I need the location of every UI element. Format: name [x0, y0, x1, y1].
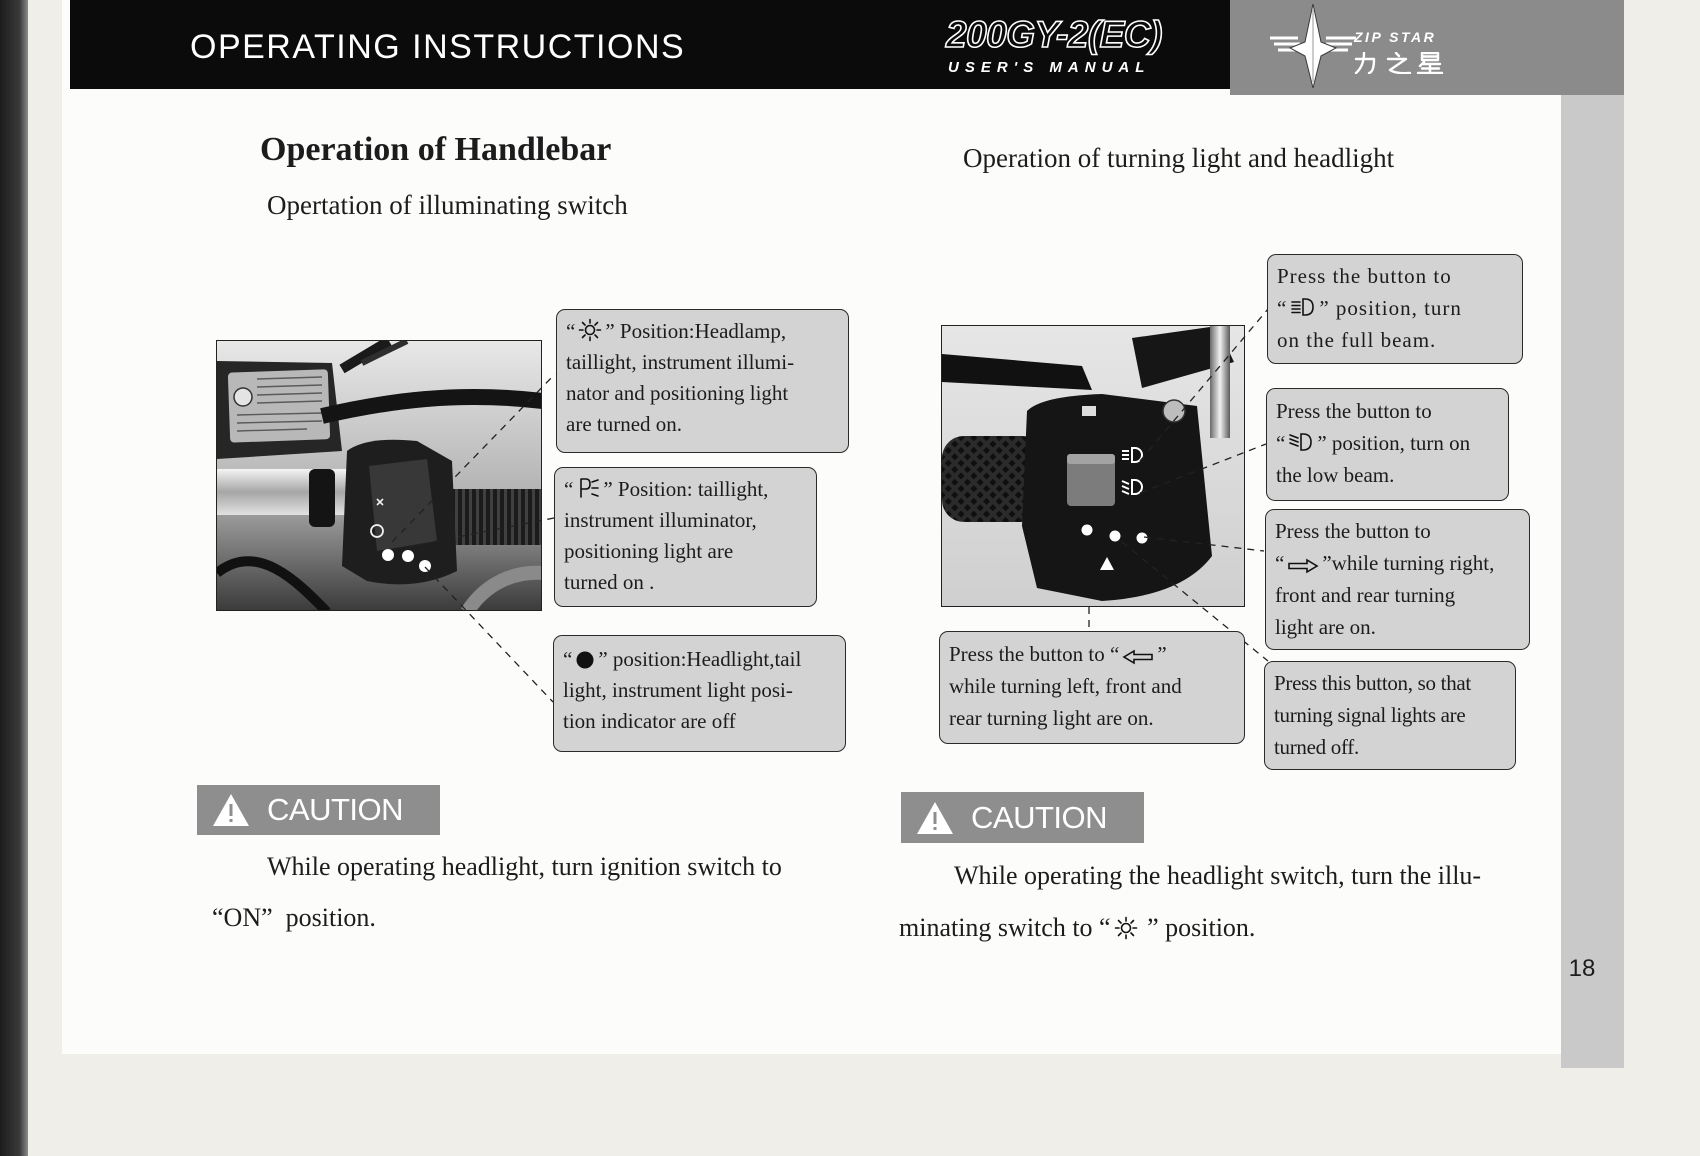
text-line [566, 409, 839, 440]
star-logo-icon [1270, 4, 1356, 88]
text-segment: minating switch to “ [899, 913, 1111, 942]
text-segment: Press the button to [1277, 264, 1452, 288]
text-segment: “ [563, 647, 573, 671]
text-line [564, 474, 807, 505]
text-segment: ” Position:Headlamp, [605, 319, 787, 343]
text-line [566, 316, 839, 347]
text-line [1274, 699, 1506, 731]
text-segment: “ [1275, 551, 1285, 575]
brand-logo-panel [1230, 0, 1624, 95]
text-segment: turned on . [564, 570, 655, 594]
warning-triangle-icon [915, 800, 955, 836]
text-segment: While operating the headlight switch, turn the illu- [954, 861, 1482, 890]
text-line [949, 702, 1235, 734]
callout-off-position [553, 635, 846, 752]
text-segment: ” position:Headlight,tail [598, 647, 802, 671]
text-line [564, 567, 807, 598]
page-side-strip [1561, 92, 1624, 1068]
caution-label: CAUTION [971, 799, 1107, 835]
text-segment: positioning light are [564, 539, 734, 563]
text-line [899, 850, 1481, 902]
callout-taillight-position [554, 467, 817, 607]
headlamp-sun-icon [1114, 916, 1138, 940]
text-segment: the low beam. [1276, 463, 1395, 487]
text-line [563, 706, 836, 737]
left-caution-badge [197, 785, 440, 835]
text-line [1274, 667, 1506, 699]
text-line [212, 841, 782, 892]
left-handlebar-switch-photo [216, 340, 542, 611]
text-line [1277, 324, 1513, 356]
text-segment: ” [1157, 642, 1167, 666]
headlamp-sun-icon [578, 318, 602, 342]
text-line [949, 670, 1235, 702]
text-segment: on the full beam. [1277, 328, 1437, 352]
text-line [563, 644, 836, 675]
text-segment: Press this button, so that [1274, 671, 1471, 695]
text-segment: ” position, turn on [1317, 431, 1471, 455]
right-turn-arrow-icon [1287, 558, 1319, 574]
text-line [566, 347, 839, 378]
text-segment: Press the button to [1276, 399, 1432, 423]
text-line [563, 675, 836, 706]
text-segment: “ [1276, 431, 1286, 455]
section-title: OPERATING INSTRUCTIONS [190, 28, 686, 66]
off-dot-icon [575, 650, 595, 670]
callout-headlamp-position [556, 309, 849, 453]
text-segment: light are on. [1275, 615, 1376, 639]
callout-right-turn [1265, 509, 1530, 650]
model-name: 200GY-2(EC) [946, 14, 1162, 55]
text-segment: rear turning light are on. [949, 706, 1154, 730]
text-line [1275, 579, 1520, 611]
text-segment: instrument illuminator, [564, 508, 757, 532]
callout-full-beam [1267, 254, 1523, 364]
page-number: 18 [1568, 955, 1596, 982]
text-line [564, 536, 807, 567]
brand-latin-logo: ZIP STAR [1354, 29, 1437, 45]
text-segment: tion indicator are off [563, 709, 736, 733]
text-line [1277, 292, 1513, 324]
text-segment: front and rear turning [1275, 583, 1456, 607]
text-line [949, 638, 1235, 670]
text-line [1277, 260, 1513, 292]
caution-label: CAUTION [267, 792, 403, 827]
text-segment: “ [564, 477, 574, 501]
manual-label: USER'S MANUAL [948, 59, 1151, 76]
text-segment: While operating headlight, turn ignition switch to [267, 852, 782, 881]
callout-turn-signal-off [1264, 661, 1516, 770]
text-line [1276, 459, 1499, 491]
low-beam-icon [1288, 430, 1314, 454]
text-segment: Press the button to [1275, 519, 1431, 543]
text-segment: turning signal lights are [1274, 703, 1466, 727]
text-segment: ”while turning right, [1322, 551, 1495, 575]
scan-edge-shadow [0, 0, 28, 1156]
text-segment: taillight, instrument illumi- [566, 350, 795, 374]
text-segment: ” Position: taillight, [603, 477, 769, 501]
text-segment: “ [566, 319, 576, 343]
text-segment: turned off. [1274, 735, 1359, 759]
text-segment: ” position. [1140, 913, 1256, 942]
text-line [566, 378, 839, 409]
left-caution-text [212, 841, 782, 943]
text-line [1276, 395, 1499, 427]
text-segment: Press the button to “ [949, 642, 1120, 666]
text-line [1275, 611, 1520, 643]
text-line [212, 892, 782, 943]
callout-low-beam [1266, 388, 1509, 501]
text-segment: while turning left, front and [949, 674, 1182, 698]
text-segment: “ [1277, 296, 1288, 320]
right-caution-badge [901, 792, 1144, 843]
text-line [899, 902, 1481, 954]
text-segment: light, instrument light posi- [563, 678, 793, 702]
text-line [1274, 731, 1506, 763]
text-line [1275, 515, 1520, 547]
right-handlebar-switch-photo [941, 325, 1245, 607]
high-beam-icon [1290, 295, 1316, 319]
page-title: Operation of Handlebar [260, 131, 612, 168]
right-caution-text [899, 850, 1481, 954]
left-turn-arrow-icon [1122, 649, 1154, 665]
position-light-icon [576, 476, 600, 500]
text-segment: nator and positioning light [566, 381, 789, 405]
turning-light-subtitle: Operation of turning light and headlight [963, 143, 1395, 173]
illuminating-switch-subtitle: Opertation of illuminating switch [267, 190, 628, 220]
brand-chinese-logo [1354, 52, 1444, 74]
text-segment: ” position, turn [1319, 296, 1462, 320]
warning-triangle-icon [211, 792, 251, 828]
text-line [1275, 547, 1520, 579]
text-line [1276, 427, 1499, 459]
text-line [564, 505, 807, 536]
text-segment: are turned on. [566, 412, 683, 436]
callout-left-turn [939, 631, 1245, 744]
text-segment: “ON” position. [212, 903, 376, 932]
